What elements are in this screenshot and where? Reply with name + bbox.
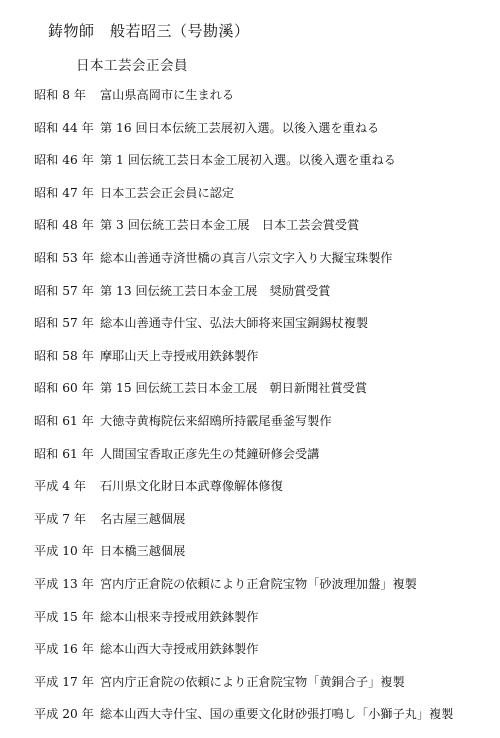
entry-text: 総本山善通寺什宝、弘法大師将来国宝銅錫杖複製 — [100, 316, 369, 331]
entry-year: 平成 4 年 — [34, 479, 87, 494]
entry-text: 大徳寺黄梅院伝来紹鴎所持霰尾垂釜写製作 — [100, 413, 332, 428]
history-entry — [34, 119, 496, 152]
history-entry — [34, 575, 496, 608]
entry-year: 平成 13 年 — [34, 576, 94, 591]
history-entry — [34, 412, 496, 445]
entry-text: 摩耶山天上寺授戒用鉄鉢製作 — [100, 348, 259, 363]
entry-text: 人間国宝香取正彦先生の梵鐘研修会受講 — [100, 446, 320, 461]
entry-year: 平成 7 年 — [34, 511, 87, 526]
entry-text: 日本工芸会正会員に認定 — [100, 185, 235, 200]
entry-text: 第 16 回日本伝統工芸展初入選。以後入選を重ねる — [100, 120, 380, 135]
entry-text: 総本山根来寺授戒用鉄鉢製作 — [100, 609, 259, 624]
entry-text: 名古屋三越個展 — [100, 511, 186, 526]
history-entry — [34, 314, 496, 347]
history-entry — [34, 151, 496, 184]
entry-year: 平成 20 年 — [34, 707, 94, 722]
entry-year: 昭和 57 年 — [34, 283, 94, 298]
history-entry — [34, 608, 496, 641]
entry-year: 昭和 58 年 — [34, 348, 94, 363]
history-entry — [34, 184, 496, 217]
history-entry — [34, 705, 496, 738]
entry-year: 昭和 61 年 — [34, 446, 94, 461]
history-entry — [34, 445, 496, 478]
history-entry — [34, 673, 496, 706]
entry-text: 総本山西大寺授戒用鉄鉢製作 — [100, 642, 259, 657]
document-subtitle: 日本工芸会正会員 — [76, 58, 188, 74]
entry-text: 宮内庁正倉院の依頼により正倉院宝物「砂波理加盤」複製 — [100, 576, 417, 591]
entry-text: 第 1 回伝統工芸日本金工展初入選。以後入選を重ねる — [100, 153, 396, 168]
document-title: 鋳物師 般若昭三（号勘溪） — [48, 22, 250, 40]
entry-year: 昭和 53 年 — [34, 250, 94, 265]
entry-year: 平成 17 年 — [34, 674, 94, 689]
entry-text: 日本橋三越個展 — [100, 544, 186, 559]
history-entry — [34, 510, 496, 543]
history-entry — [34, 282, 496, 315]
history-entry — [34, 477, 496, 510]
entry-text: 石川県文化財日本武尊像解体修復 — [100, 479, 283, 494]
entry-text: 第 3 回伝統工芸日本金工展 日本工芸会賞受賞 — [100, 218, 360, 233]
history-entry — [34, 542, 496, 575]
entry-year: 平成 15 年 — [34, 609, 94, 624]
entry-year: 昭和 61 年 — [34, 413, 94, 428]
entry-year: 昭和 8 年 — [34, 88, 87, 102]
entry-text: 総本山善通寺済世橋の真言八宗文字入り大擬宝珠製作 — [100, 250, 393, 265]
entry-year: 平成 16 年 — [34, 642, 94, 657]
history-entry — [34, 86, 496, 119]
entry-year: 昭和 46 年 — [34, 153, 94, 168]
entry-text: 第 15 回伝統工芸日本金工展 朝日新聞社賞受賞 — [100, 381, 368, 396]
history-entry — [34, 379, 496, 412]
entry-year: 昭和 44 年 — [34, 120, 94, 135]
history-entry — [34, 347, 496, 380]
entry-year: 平成 10 年 — [34, 544, 94, 559]
entry-text: 総本山西大寺什宝、国の重要文化財砂張打鳴し「小獅子丸」複製 — [100, 707, 454, 722]
entry-text: 第 13 回伝統工芸日本金工展 奨励賞受賞 — [100, 283, 331, 298]
entry-text: 宮内庁正倉院の依頼により正倉院宝物「黄銅合子」複製 — [100, 674, 405, 689]
history-entry — [34, 249, 496, 282]
history-entry — [34, 640, 496, 673]
history-entry — [34, 216, 496, 249]
entry-year: 昭和 47 年 — [34, 185, 94, 200]
entry-year: 昭和 60 年 — [34, 381, 94, 396]
entry-year: 昭和 48 年 — [34, 218, 94, 233]
career-history-list — [34, 86, 496, 738]
entry-text: 富山県高岡市に生まれる — [100, 88, 235, 102]
entry-year: 昭和 57 年 — [34, 316, 94, 331]
